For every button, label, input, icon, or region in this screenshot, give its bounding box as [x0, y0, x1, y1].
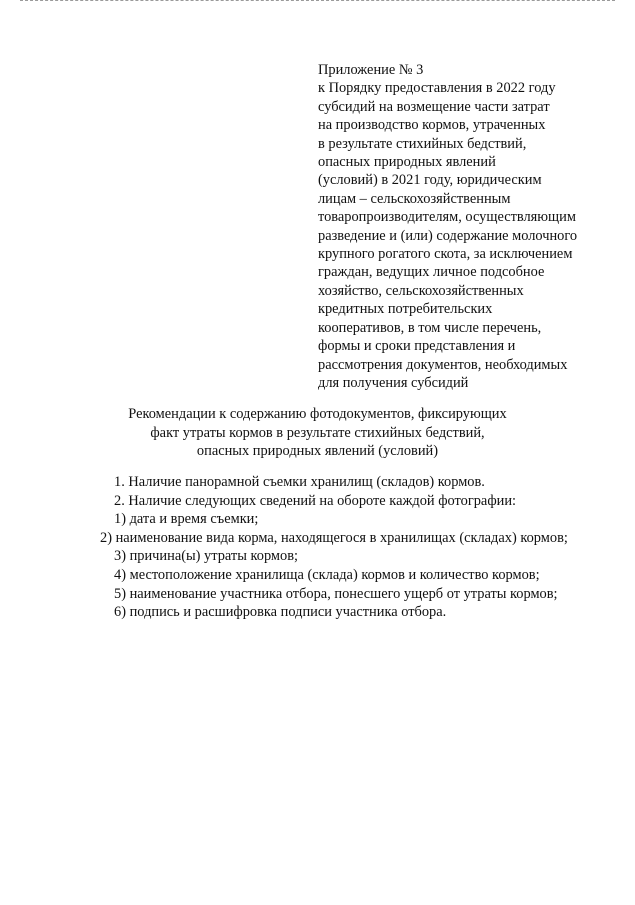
appendix-line: рассмотрения документов, необходимых — [318, 356, 568, 373]
appendix-line: лицам – сельскохозяйственным — [318, 190, 511, 207]
appendix-line: субсидий на возмещение части затрат — [318, 98, 550, 115]
title-line: опасных природных явлений (условий) — [196, 443, 439, 460]
appendix-line: к Порядку предоставления в 2022 году — [318, 80, 556, 97]
appendix-line: товаропроизводителям, осуществляющим — [318, 209, 576, 226]
list-item: 4) местоположение хранилища (склада) кормов и количество кормов; — [114, 566, 540, 583]
recommendations-list — [75, 473, 589, 622]
appendix-line: на производство кормов, утраченных — [318, 117, 546, 134]
list-item: 3) причина(ы) утраты кормов; — [114, 548, 299, 565]
appendix-line: разведение и (или) содержание молочного — [318, 227, 578, 244]
scan-top-edge — [20, 0, 615, 3]
list-item: 2. Наличие следующих сведений на обороте каждой фотографии: — [114, 492, 517, 509]
list-item: 1. Наличие панорамной съемки хранилищ (складов) кормов. — [114, 474, 485, 490]
title-line: факт утраты кормов в результате стихийных бедствий, — [150, 424, 485, 441]
appendix-header — [318, 61, 618, 392]
appendix-line: граждан, ведущих личное подсобное — [318, 264, 545, 281]
appendix-line: опасных природных явлений — [318, 154, 496, 171]
appendix-line: формы и сроки представления и — [318, 338, 516, 355]
list-item: 1) дата и время съемки; — [114, 511, 259, 528]
appendix-line: Приложение № 3 — [318, 62, 424, 78]
appendix-line: кредитных потребительских — [318, 301, 493, 318]
appendix-line: хозяйство, сельскохозяйственных — [318, 282, 524, 299]
appendix-line: для получения субсидий — [318, 374, 469, 391]
list-item: 6) подпись и расшифровка подписи участника отбора. — [114, 604, 447, 621]
title-line: Рекомендации к содержанию фотодокументов, фиксирующих — [128, 406, 507, 422]
list-item: 2) наименование вида корма, находящегося в хранилищах (складах) кормов; — [100, 529, 568, 546]
appendix-line: крупного рогатого скота, за исключением — [318, 246, 573, 263]
list-item: 5) наименование участника отбора, понесшего ущерб от утраты кормов; — [114, 585, 558, 602]
appendix-line: в результате стихийных бедствий, — [318, 135, 527, 152]
document-title — [0, 405, 635, 461]
appendix-line: кооперативов, в том числе перечень, — [318, 319, 542, 336]
appendix-line: (условий) в 2021 году, юридическим — [318, 172, 542, 189]
